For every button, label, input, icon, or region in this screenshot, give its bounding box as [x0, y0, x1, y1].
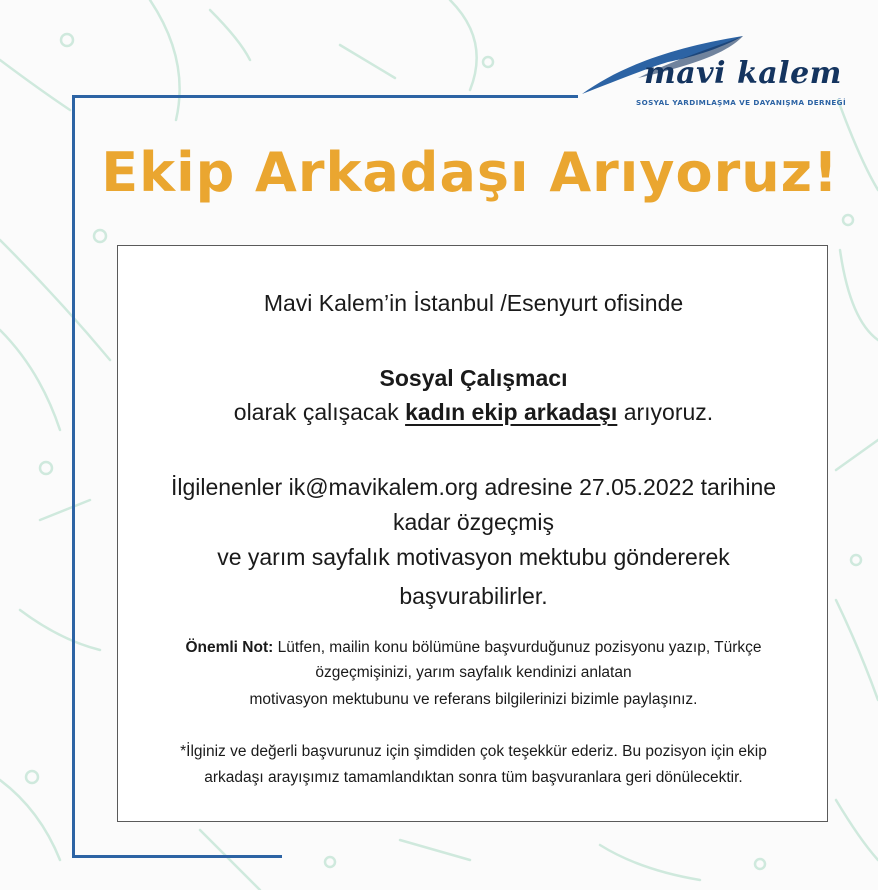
role-prefix: olarak çalışacak — [233, 399, 399, 425]
intro-text: Mavi Kalem’in İstanbul /Esenyurt ofisinde — [263, 290, 684, 316]
announcement-card — [117, 245, 828, 822]
frame-line-left — [72, 95, 75, 858]
frame-line-top — [72, 95, 578, 98]
position-title: Sosyal Çalışmacı — [379, 365, 568, 391]
note-text-1: Lütfen, mailin konu bölümüne başvurduğunuz pozisyonu yazıp, Türkçe — [277, 639, 762, 656]
apply-line-1: İlgilenenler ik@mavikalem.org adresine 27.05.2022 tarihine — [170, 474, 777, 500]
apply-line-4: başvurabilirler. — [399, 583, 548, 609]
apply-line-2: kadar özgeçmiş — [392, 509, 555, 535]
role-suffix: arıyoruz. — [623, 399, 714, 425]
role-highlight: kadın ekip arkadaşı — [405, 399, 618, 425]
note-label: Önemli Not: — [185, 639, 274, 656]
mavi-kalem-logo — [578, 28, 847, 114]
apply-line-3: ve yarım sayfalık motivasyon mektubu göndererek — [217, 544, 730, 570]
role-line — [118, 399, 829, 426]
note-line-1 — [118, 639, 829, 657]
note-line-3: motivasyon mektubunu ve referans bilgilerinizi bizimle paylaşınız. — [249, 691, 698, 708]
note-line-2: özgeçmişinizi, yarım sayfalık kendinizi anlatan — [315, 664, 632, 681]
logo-wordmark: mavi kalem — [644, 56, 842, 91]
logo-tagline: SOSYAL YARDIMLAŞMA VE DAYANIŞMA DERNEĞİ — [636, 98, 847, 107]
page-title: Ekip Arkadaşı Arıyoruz! — [101, 141, 839, 204]
thanks-line-2: arkadaşı arayışımız tamamlandıktan sonra tüm başvuranlara geri dönülecektir. — [204, 769, 743, 786]
frame-line-bottom — [72, 855, 282, 858]
thanks-line-1: *İlginiz ve değerli başvurunuz için şimdiden çok teşekkür ederiz. Bu pozisyon için ekip — [180, 743, 767, 760]
